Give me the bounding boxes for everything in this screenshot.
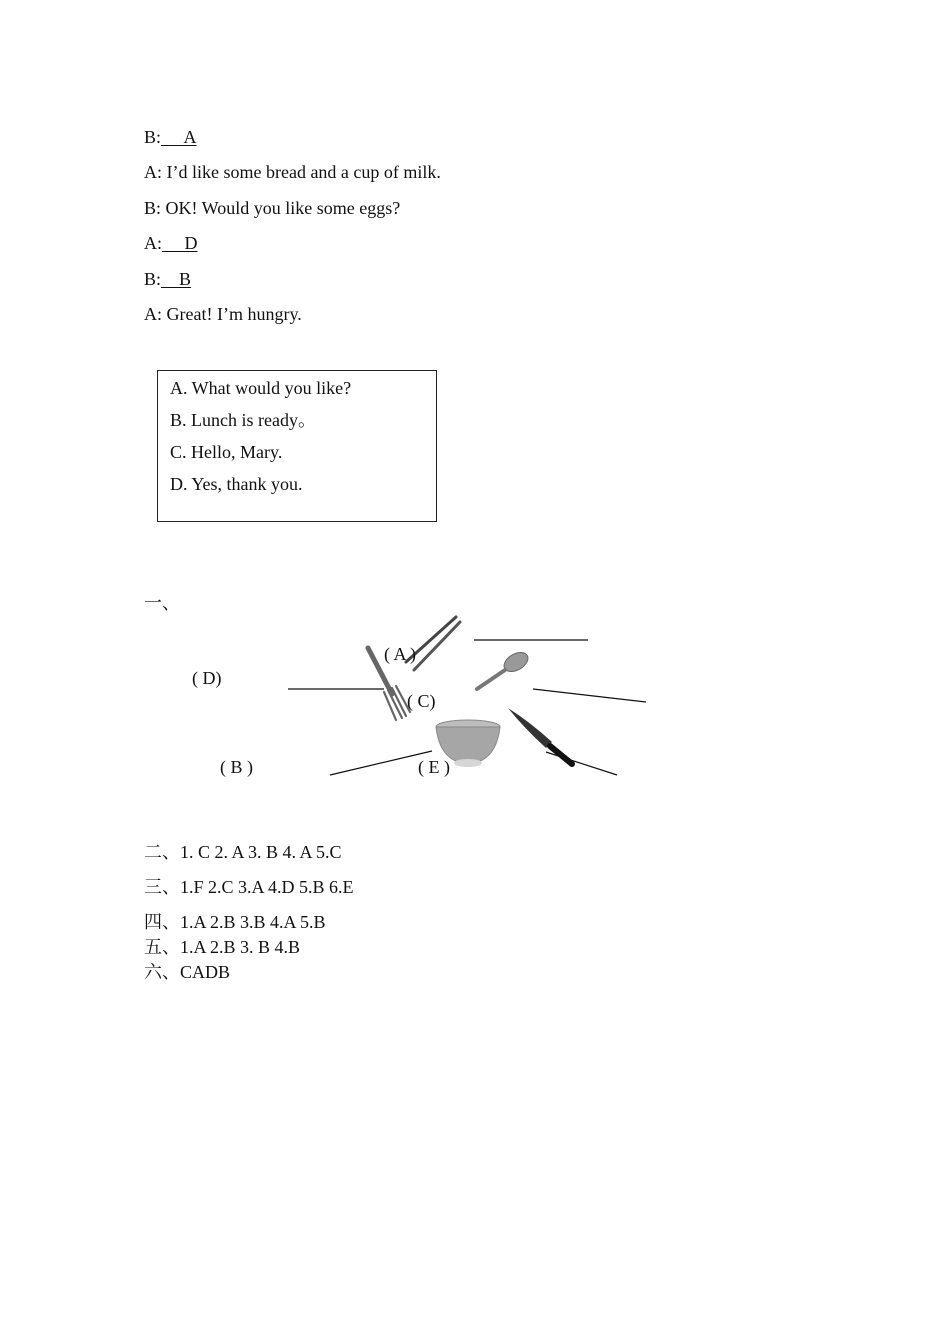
option-c: C. Hello, Mary. <box>170 442 283 462</box>
answer-blank-line <box>546 752 617 775</box>
answer-line-4: 四、1.A 2.B 3.B 4.A 5.B <box>144 912 326 932</box>
match-label-fork: ( C) <box>407 691 436 711</box>
match-label-chopsticks: ( A ) <box>384 644 417 664</box>
knife-icon <box>508 708 572 764</box>
dialogue-answer: A <box>183 127 197 147</box>
dialogue-answer: B <box>179 269 192 289</box>
match-label-bowl: ( E ) <box>418 757 450 777</box>
answer-line-3: 三、1.F 2.C 3.A 4.D 5.B 6.E <box>144 877 354 897</box>
option-a: A. What would you like? <box>170 378 352 398</box>
dialogue-line-2: A: I’d like some bread and a cup of milk. <box>144 162 441 182</box>
option-d: D. Yes, thank you. <box>170 474 303 494</box>
answer-blank-line <box>533 689 646 702</box>
answer-blank-line <box>330 751 432 775</box>
answer-line-5: 五、1.A 2.B 3. B 4.B <box>144 937 301 957</box>
dialogue-answer: D <box>184 233 198 253</box>
spoon-icon <box>477 649 531 689</box>
option-b: B. Lunch is ready。 <box>170 410 316 430</box>
answer-line-6: 六、CADB <box>144 962 231 982</box>
dialogue-line-1: B: A <box>144 127 197 147</box>
dialogue-line-6: A: Great! I’m hungry. <box>144 304 302 324</box>
section-1-label: 一、 <box>144 593 180 613</box>
answer-line-2: 二、1. C 2. A 3. B 4. A 5.C <box>144 842 342 862</box>
match-label-d: ( D) <box>192 668 222 688</box>
dialogue-line-5: B: B <box>144 269 192 289</box>
dialogue-line-4: A: D <box>144 233 198 253</box>
match-label-b: ( B ) <box>220 757 253 777</box>
dialogue-line-3: B: OK! Would you like some eggs? <box>144 198 401 218</box>
